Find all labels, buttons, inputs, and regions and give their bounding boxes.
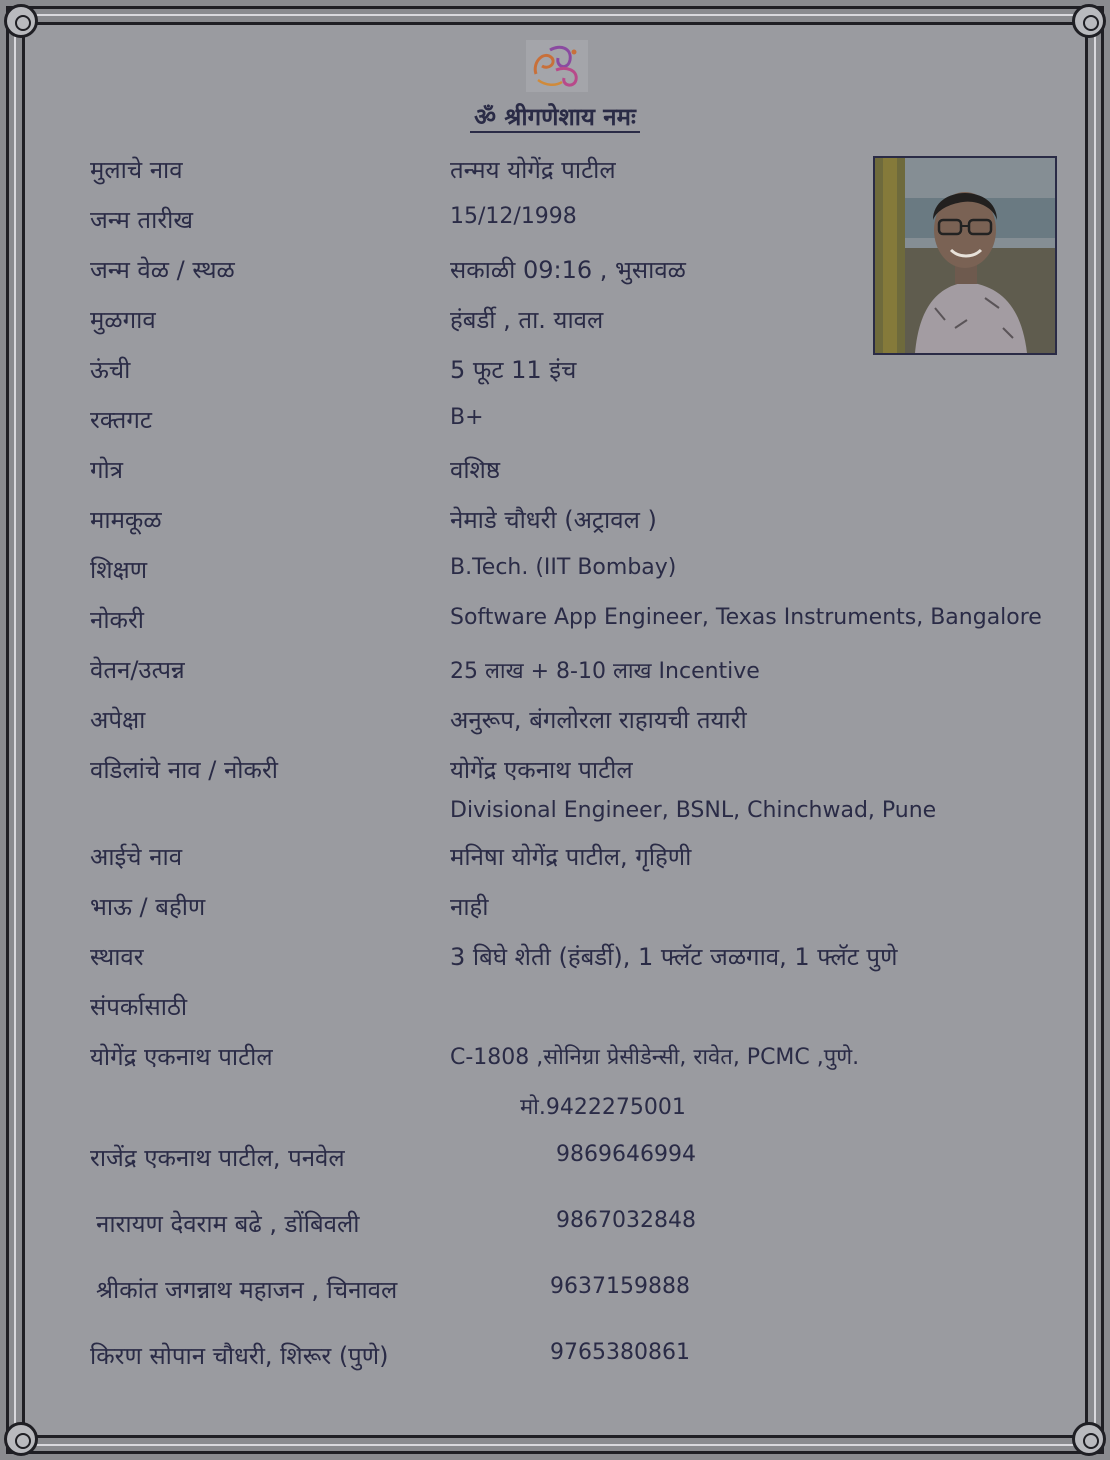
value-gotra: वशिष्ठ <box>450 456 501 484</box>
value-education: B.Tech. (IIT Bombay) <box>450 555 677 580</box>
value-salary: 25 लाख + 8-10 लाख Incentive <box>450 659 760 684</box>
contact-primary-mobile: मो.9422275001 <box>520 1095 686 1120</box>
contact-name: श्रीकांत जगन्नाथ महाजन , चिनावल <box>96 1276 398 1304</box>
label-mother: आईचे नाव <box>90 843 183 871</box>
value-native-village: हंबर्डी , ता. यावल <box>450 306 604 334</box>
value-maternal-family: नेमाडे चौधरी (अट्रावल ) <box>450 506 657 534</box>
label-name: मुलाचे नाव <box>90 156 183 184</box>
contact-heading: संपर्कासाठी <box>90 993 188 1021</box>
contact-phone: 9765380861 <box>550 1340 690 1365</box>
label-property: स्थावर <box>90 943 144 971</box>
contact-phone: 9867032848 <box>556 1208 696 1233</box>
label-father: वडिलांचे नाव / नोकरी <box>90 756 278 784</box>
value-expectation: अनुरूप, बंगलोरला राहायची तयारी <box>450 706 747 734</box>
label-birth-time-place: जन्म वेळ / स्थळ <box>90 256 235 284</box>
profile-photo <box>873 156 1057 355</box>
value-father: योगेंद्र एकनाथ पाटील <box>450 756 633 784</box>
label-blood-group: रक्तगट <box>90 406 152 434</box>
label-native-village: मुळगाव <box>90 306 156 334</box>
contact-primary-address: C-1808 ,सोनिग्रा प्रेसीडेन्सी, रावेत, PCMC ,पुणे. <box>450 1045 860 1070</box>
value-mother: मनिषा योगेंद्र पाटील, गृहिणी <box>450 843 692 871</box>
label-education: शिक्षण <box>90 556 148 584</box>
corner-ornament-bottom-left <box>4 1422 38 1456</box>
label-height: ऊंची <box>90 356 131 384</box>
value-birth-date: 15/12/1998 <box>450 204 577 229</box>
contact-phone: 9869646994 <box>556 1142 696 1167</box>
value-birth-time-place: सकाळी 09:16 , भुसावळ <box>450 256 686 284</box>
corner-ornament-bottom-right <box>1072 1422 1106 1456</box>
value-height: 5 फूट 11 इंच <box>450 356 577 384</box>
contact-name: राजेंद्र एकनाथ पाटील, पनवेल <box>90 1144 345 1172</box>
label-job: नोकरी <box>90 606 144 634</box>
corner-ornament-top-left <box>4 4 38 38</box>
invocation-heading: ॐ श्रीगणेशाय नमः <box>0 100 1110 133</box>
contact-name: नारायण देवराम बढे , डोंबिवली <box>96 1210 360 1238</box>
label-siblings: भाऊ / बहीण <box>90 893 206 921</box>
value-father-job: Divisional Engineer, BSNL, Chinchwad, Pune <box>450 798 937 823</box>
label-maternal-family: मामकूळ <box>90 506 162 534</box>
contact-phone: 9637159888 <box>550 1274 690 1299</box>
label-expectation: अपेक्षा <box>90 706 146 734</box>
value-job: Software App Engineer, Texas Instruments, Bangalore <box>450 605 1042 630</box>
label-gotra: गोत्र <box>90 456 123 484</box>
contact-name: किरण सोपान चौधरी, शिरूर (पुणे) <box>90 1342 389 1370</box>
portrait-image <box>875 158 1055 353</box>
label-birth-date: जन्म तारीख <box>90 206 193 234</box>
value-blood-group: B+ <box>450 405 484 430</box>
corner-ornament-top-right <box>1072 4 1106 38</box>
label-salary: वेतन/उत्पन्न <box>90 656 185 684</box>
contact-primary-name: योगेंद्र एकनाथ पाटील <box>90 1043 273 1071</box>
value-siblings: नाही <box>450 893 489 921</box>
value-name: तन्मय योगेंद्र पाटील <box>450 156 616 184</box>
ganesha-om-logo <box>526 40 588 92</box>
value-property: 3 बिघे शेती (हंबर्डी), 1 फ्लॅट जळगाव, 1 फ्लॅट पुणे <box>450 943 898 971</box>
